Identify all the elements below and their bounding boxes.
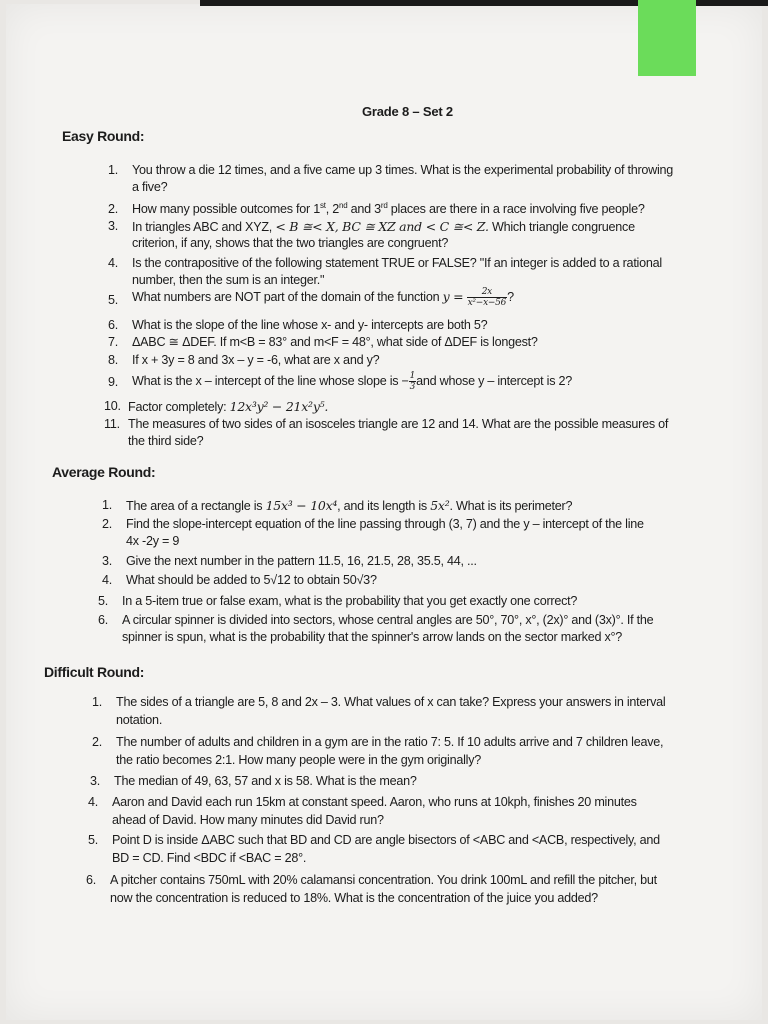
question-text: Find the slope-intercept equation of the line passing through (3, 7) and the y – intercept of the line bbox=[126, 517, 644, 531]
question-number: 1. bbox=[108, 163, 119, 177]
question-text: Point D is inside ΔABC such that BD and CD are angle bisectors of <ABC and <ACB, respectively, and bbox=[112, 833, 660, 847]
question-number: 5. bbox=[88, 833, 99, 847]
question-number: 6. bbox=[98, 613, 109, 627]
fraction: $\frac{1}{3}$ bbox=[409, 371, 416, 392]
question-number: 4. bbox=[108, 256, 119, 270]
easy-round-heading: Easy Round: bbox=[62, 128, 145, 144]
question-text: What is the x – intercept of the line whose slope is − $\frac{1}{3}$ and whose y – intercept is 2? bbox=[132, 371, 573, 392]
question-number: 5. bbox=[108, 293, 119, 307]
question-text: Give the next number in the pattern 11.5, 16, 21.5, 28, 35.5, 44, ... bbox=[126, 554, 477, 568]
question-text: Aaron and David each run 15km at constant speed. Aaron, who runs at 10kph, finishes 20 minutes bbox=[112, 795, 637, 809]
fraction: $\frac{2x}{\text{x²−x−56}}$ bbox=[467, 287, 507, 308]
question-text: In triangles ABC and XYZ, < B ≅< X, BC ≅ XZ and < C ≅< Z. Which triangle congruence bbox=[132, 219, 635, 234]
question-text-cont: BD = CD. Find <BDC if <BAC = 28°. bbox=[112, 851, 307, 865]
average-round-heading: Average Round: bbox=[52, 464, 156, 480]
question-text-cont: spinner is spun, what is the probability that the spinner's arrow lands on the sector marked x°? bbox=[122, 630, 623, 644]
question-text: If x + 3y = 8 and 3x – y = -6, what are x and y? bbox=[132, 353, 380, 367]
question-text-cont: criterion, if any, shows that the two triangles are congruent? bbox=[132, 236, 449, 250]
question-text: The area of a rectangle is 15x³ − 10x⁴, and its length is 5x². What is its perimeter? bbox=[126, 498, 573, 513]
question-number: 4. bbox=[102, 573, 113, 587]
question-text: The number of adults and children in a gym are in the ratio 7: 5. If 10 adults arrive and 7 children leave, bbox=[116, 735, 664, 749]
question-text: In a 5-item true or false exam, what is the probability that you get exactly one correct? bbox=[122, 594, 578, 608]
question-text: Factor completely: 12x³y² − 21x²y⁵. bbox=[128, 399, 329, 414]
question-number: 1. bbox=[102, 498, 113, 512]
page-title: Grade 8 – Set 2 bbox=[362, 104, 453, 119]
question-number: 6. bbox=[108, 318, 119, 332]
question-number: 7. bbox=[108, 335, 119, 349]
question-number: 4. bbox=[88, 795, 99, 809]
question-text: The median of 49, 63, 57 and x is 58. What is the mean? bbox=[114, 774, 417, 788]
question-text: A pitcher contains 750mL with 20% calamansi concentration. You drink 100mL and refill the pitcher, but bbox=[110, 873, 657, 887]
question-number: 2. bbox=[108, 202, 119, 216]
question-number: 2. bbox=[102, 517, 113, 531]
question-text-cont: 4x -2y = 9 bbox=[126, 534, 180, 548]
difficult-round-heading: Difficult Round: bbox=[44, 664, 145, 680]
question-text: ΔABC ≅ ΔDEF. If m<B = 83° and m<F = 48°, what side of ΔDEF is longest? bbox=[132, 335, 538, 349]
question-number: 10. bbox=[104, 399, 121, 413]
question-number: 5. bbox=[98, 594, 109, 608]
question-number: 11. bbox=[104, 417, 120, 431]
question-text: What is the slope of the line whose x- and y- intercepts are both 5? bbox=[132, 318, 488, 332]
question-number: 9. bbox=[108, 375, 119, 389]
question-number: 8. bbox=[108, 353, 119, 367]
question-text-cont: now the concentration is reduced to 18%. What is the concentration of the juice you added? bbox=[110, 891, 598, 905]
question-text: You throw a die 12 times, and a five came up 3 times. What is the experimental probability of throwing bbox=[132, 163, 674, 177]
question-number: 3. bbox=[108, 219, 119, 233]
question-number: 3. bbox=[90, 774, 101, 788]
question-text-cont: ahead of David. How many minutes did David run? bbox=[112, 813, 384, 827]
question-text: The sides of a triangle are 5, 8 and 2x – 3. What values of x can take? Express your answers in interval bbox=[116, 695, 666, 709]
question-text: Is the contrapositive of the following statement TRUE or FALSE? "If an integer is added to a rational bbox=[132, 256, 662, 270]
green-sticky-tab bbox=[638, 0, 696, 76]
question-text-cont: notation. bbox=[116, 713, 163, 727]
question-text: The measures of two sides of an isosceles triangle are 12 and 14. What are the possible measures of bbox=[128, 417, 669, 431]
question-text-cont: the third side? bbox=[128, 434, 204, 448]
question-text-cont: a five? bbox=[132, 180, 168, 194]
question-number: 2. bbox=[92, 735, 103, 749]
question-text: What should be added to 5√12 to obtain 50√3? bbox=[126, 573, 377, 587]
question-number: 6. bbox=[86, 873, 97, 887]
question-text: How many possible outcomes for 1st, 2nd and 3rd places are there in a race involving five people? bbox=[132, 200, 645, 216]
question-text-cont: the ratio becomes 2:1. How many people were in the gym originally? bbox=[116, 753, 482, 767]
question-text: What numbers are NOT part of the domain of the function y = $\frac{2x}{\text{x²−x−56}}$ ? bbox=[132, 287, 514, 308]
question-text: A circular spinner is divided into sectors, whose central angles are 50°, 70°, x°, (2x)° and (3x)°. If the bbox=[122, 613, 654, 627]
question-number: 3. bbox=[102, 554, 113, 568]
question-text-cont: number, then the sum is an integer." bbox=[132, 273, 325, 287]
question-number: 1. bbox=[92, 695, 103, 709]
